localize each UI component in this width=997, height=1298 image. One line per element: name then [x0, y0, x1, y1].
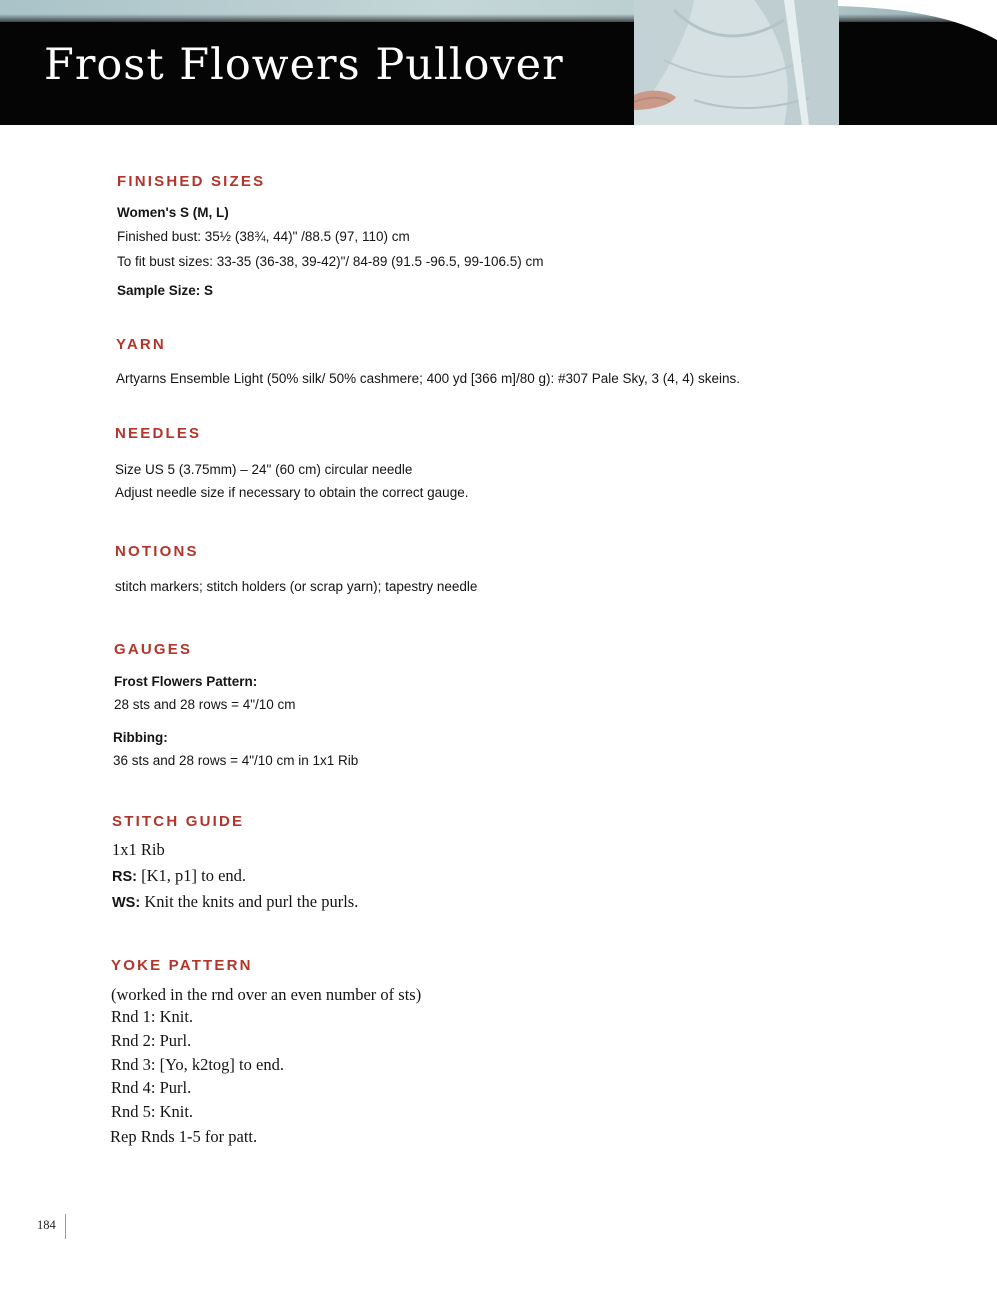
yoke-line: Rnd 1: Knit.	[111, 1007, 194, 1026]
needles-heading: NEEDLES	[115, 425, 202, 442]
page-number-divider	[65, 1214, 66, 1239]
yarn-line: Artyarns Ensemble Light (50% silk/ 50% cashmere; 400 yd [366 m]/80 g): #307 Pale Sky, 3 (4, 4) skeins.	[116, 371, 741, 386]
ribbing-gauge-value: 36 sts and 28 rows = 4"/10 cm in 1x1 Rib	[113, 753, 359, 768]
notions-heading: NOTIONS	[115, 543, 199, 560]
yoke-line: Rnd 5: Knit.	[111, 1102, 194, 1121]
gauges-heading: GAUGES	[114, 641, 193, 658]
header-corner-curve	[838, 0, 997, 40]
page-number: 184	[37, 1218, 56, 1232]
ws-text: Knit the knits and purl the purls.	[140, 892, 359, 911]
yoke-line: Rnd 4: Purl.	[111, 1078, 192, 1097]
finished-sizes-heading: FINISHED SIZES	[117, 173, 266, 190]
ws-label: WS:	[112, 895, 141, 911]
yoke-line: Rnd 3: [Yo, k2tog] to end.	[111, 1055, 284, 1074]
sizes-line: Women's S (M, L)	[117, 205, 229, 220]
notions-line: stitch markers; stitch holders (or scrap yarn); tapestry needle	[115, 579, 478, 594]
rs-label: RS:	[112, 869, 137, 885]
header-banner	[0, 0, 997, 125]
yarn-heading: YARN	[116, 336, 166, 353]
frost-flowers-gauge-label: Frost Flowers Pattern:	[114, 674, 258, 689]
needle-adjust-line: Adjust needle size if necessary to obtain the correct gauge.	[115, 485, 469, 500]
rib-name-line: 1x1 Rib	[112, 840, 165, 859]
yoke-line: (worked in the rnd over an even number of sts)	[111, 985, 422, 1004]
yoke-pattern-heading: YOKE PATTERN	[111, 957, 253, 974]
frost-flowers-gauge-value: 28 sts and 28 rows = 4"/10 cm	[114, 697, 296, 712]
page-title: Frost Flowers Pullover	[44, 40, 564, 90]
sample-size-line: Sample Size: S	[117, 283, 214, 298]
rs-instruction-line	[112, 866, 246, 886]
sweater-photo	[634, 0, 839, 125]
needle-size-line: Size US 5 (3.75mm) – 24" (60 cm) circular needle	[115, 462, 413, 477]
finished-bust-line: Finished bust: 35½ (38¾, 44)" /88.5 (97, 110) cm	[117, 229, 410, 244]
rs-text: [K1, p1] to end.	[136, 866, 247, 885]
yoke-line: Rep Rnds 1-5 for patt.	[110, 1127, 258, 1146]
ws-instruction-line	[112, 892, 358, 912]
yoke-line: Rnd 2: Purl.	[111, 1031, 192, 1050]
ribbing-gauge-label: Ribbing:	[113, 730, 168, 745]
stitch-guide-heading: STITCH GUIDE	[112, 813, 245, 830]
fit-bust-line: To fit bust sizes: 33-35 (36-38, 39-42)"/ 84-89 (91.5 -96.5, 99-106.5) cm	[117, 254, 544, 269]
